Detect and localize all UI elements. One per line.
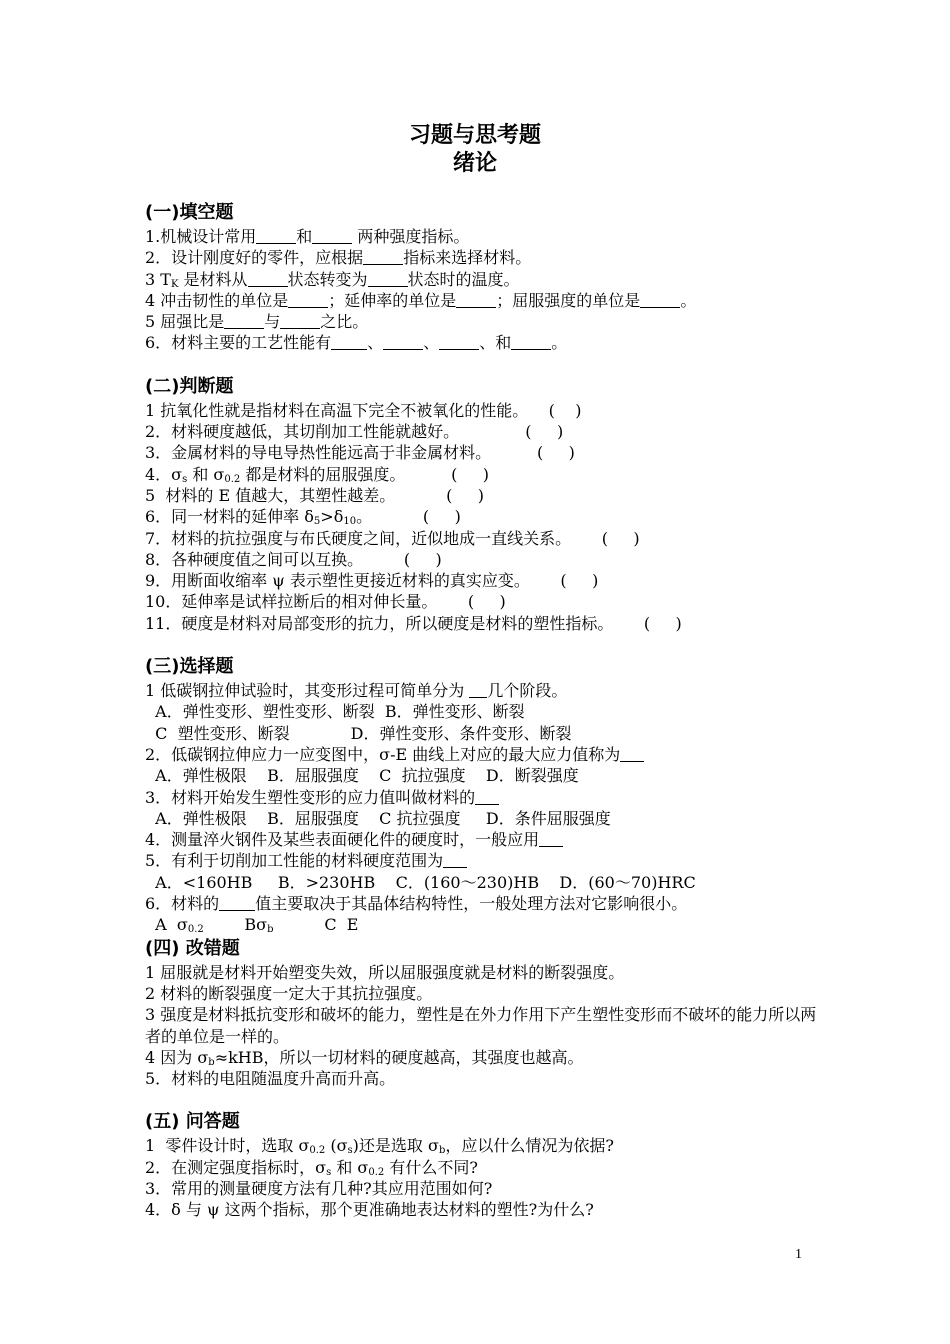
options: A．<160HB B．>230HB C．(160～230)HB D．(60～70)HRC <box>145 872 696 892</box>
question: 1 抗氧化性就是指材料在高温下完全不被氧化的性能。 ( ) <box>145 400 582 420</box>
question: 4．测量淬火钢件及某些表面硬化件的硬度时，一般应用 <box>145 829 825 850</box>
section-qa-heading: (五) 问答题 <box>145 1111 240 1133</box>
question: 3 $T_K$ 是材料从 状态转变为 状态时的温度。 <box>145 269 520 290</box>
question: 7．材料的抗拉强度与布氏硬度之间，近似地成一直线关系。 ( ) <box>145 528 640 548</box>
question: 3．常用的测量硬度方法有几种?其应用范围如何? <box>145 1178 493 1198</box>
question: 6．材料主要的工艺性能有 、 、 、和 。 <box>145 333 568 353</box>
question: 3．金属材料的导电导热性能远高于非金属材料。 ( ) <box>145 443 575 463</box>
page-number: 1 <box>795 1247 802 1262</box>
question: 4．$\sigma_s$ 和 $\sigma_{0.2}$ 都是材料的屈服强度。 ( ) <box>145 464 490 485</box>
question: 8．各种硬度值之间可以互换。 ( ) <box>145 549 442 569</box>
content <box>145 200 825 1221</box>
question: 2．低碳钢拉伸应力一应变图中，σ-E 曲线上对应的最大应力值称为 <box>145 744 825 765</box>
section-correction-heading: (四) 改错题 <box>145 937 240 959</box>
options: A．弹性变形、塑性变形、断裂 B．弹性变形、断裂 <box>145 702 525 722</box>
options: A．弹性极限 B．屈服强度 C 抗拉强度 D．断裂强度 <box>145 766 579 786</box>
question: 5．材料的电阻随温度升高而升高。 <box>145 1069 396 1089</box>
question: 2．材料硬度越低，其切削加工性能就越好。 ( ) <box>145 422 564 442</box>
options: A．弹性极限 B．屈服强度 C 抗拉强度 D．条件屈服强度 <box>145 808 611 828</box>
question: 6．同一材料的延伸率 $\delta_5>\delta_{10}$。 ( ) <box>145 507 461 528</box>
question: 1 低碳钢拉伸试验时，其变形过程可简单分为 几个阶段。 <box>145 681 568 701</box>
question: 5 材料的 E 值越大，其塑性越差。 ( ) <box>145 485 484 505</box>
question: 1 屈服就是材料开始塑变失效，所以屈服强度就是材料的断裂强度。 <box>145 962 625 982</box>
question: 3 强度是材料抵抗变形和破坏的能力，塑性是在外力作用下产生塑性变形而不破坏的能力所以两者的单位是一样的。 <box>145 1005 817 1046</box>
question: 1 零件设计时，选取 $\sigma_{0.2}$ $(\sigma_s)$还是选取 $\sigma_b$，应以什么情况为依据? <box>145 1136 614 1157</box>
question: 11．硬度是材料对局部变形的抗力，所以硬度是材料的塑性指标。 ( ) <box>145 613 682 633</box>
question: 2 材料的断裂强度一定大于其抗拉强度。 <box>145 983 433 1003</box>
question: 3．材料开始发生塑性变形的应力值叫做材料的 <box>145 787 825 808</box>
question: 9．用断面收缩率 ψ 表示塑性更接近材料的真实应变。 ( ) <box>145 571 599 591</box>
title-block <box>0 122 950 178</box>
question: 5．有利于切削加工性能的材料硬度范围为 <box>145 850 825 871</box>
section-fill-blank-heading: (一)填空题 <box>145 202 234 223</box>
question: 2．在测定强度指标时，$\sigma_s$ 和 $\sigma_{0.2}$ 有什么不同? <box>145 1157 478 1178</box>
chapter-title: 绪论 <box>452 151 497 176</box>
options: A $\sigma_{0.2}$ $B\sigma_b$ C E <box>145 915 359 936</box>
page-title: 习题与思考题 <box>408 123 541 148</box>
section-true-false-heading: (二)判断题 <box>145 375 234 397</box>
question: 1.机械设计常用 和 两种强度指标。 <box>145 227 470 246</box>
question: 10．延伸率是试样拉断后的相对伸长量。 ( ) <box>145 592 506 612</box>
question: 2．设计刚度好的零件，应根据 指标来选择材料。 <box>145 248 532 268</box>
question: 6．材料的 值主要取决于其晶体结构特性，一般处理方法对它影响很小。 <box>145 894 688 914</box>
section-multiple-choice-heading: (三)选择题 <box>145 656 234 678</box>
question: 5 屈强比是 与 之比。 <box>145 312 369 332</box>
options: C 塑性变形、断裂 D．弹性变形、条件变形、断裂 <box>145 723 572 743</box>
question: 4．δ 与 ψ 这两个指标，那个更准确地表达材料的塑性?为什么? <box>145 1200 594 1220</box>
question: 4 冲击韧性的单位是 ；延伸率的单位是 ；屈服强度的单位是 。 <box>145 290 697 310</box>
question: 4 因为 $\sigma_b\approx kHB$，所以一切材料的硬度越高，其强度也越高。 <box>145 1047 584 1068</box>
